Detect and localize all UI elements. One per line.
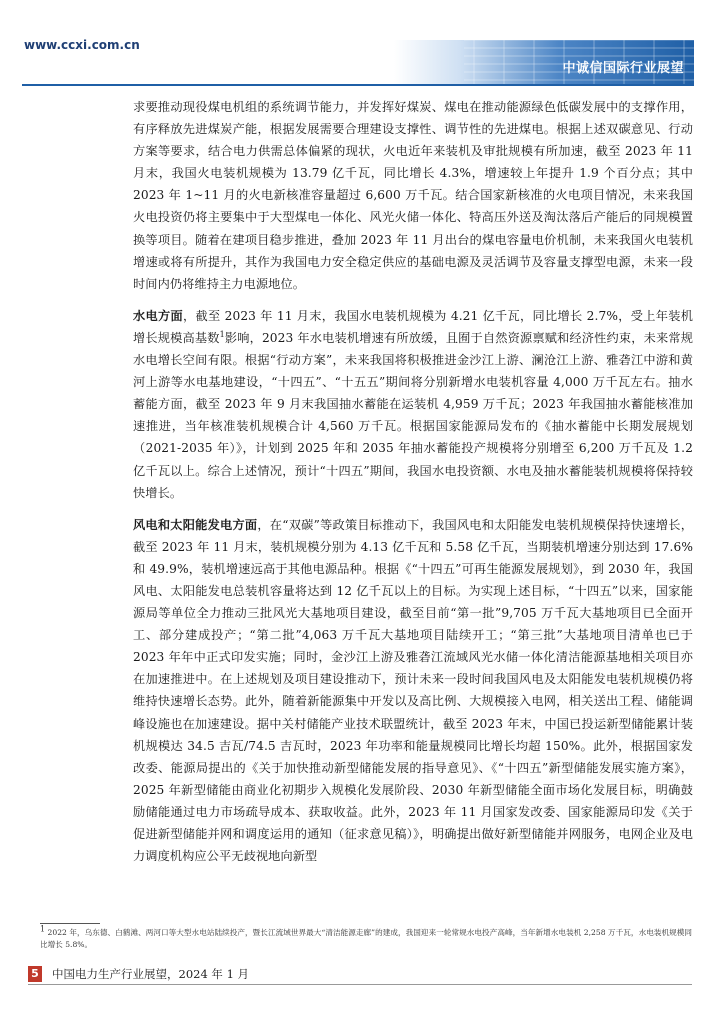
hydropower-heading: 水电方面 — [133, 308, 183, 323]
footnote-divider — [40, 923, 100, 924]
paragraph-wind-solar — [133, 514, 693, 868]
footer-text: 中国电力生产行业展望，2024 年 1 月 — [52, 967, 250, 981]
header-divider — [22, 84, 694, 86]
page-header — [22, 32, 694, 84]
hydropower-text-b: 影响，2023 年水电装机增速有所放缓，且囿于自然资源禀赋和经济性约束，未来常规水电增长空间有限。根据“行动方案”，未来我国将积极推进金沙江上游、澜沧江上游、雅砻江中游和黄河上游等水电基地建设，“十四五”、“十五五”期间将分别新增水电装机容量 4,000 万千瓦左右。抽水蓄能方面，截至 2023 年 9 月末我国抽水蓄能在运装机 4,959 万千瓦；2023 年我国抽水蓄能核准加速推进，当年核准装机规模合计 4,560 万千瓦。根据国家能源局发布的《抽水蓄能中长期发展规划（2021-2035 年）》，计划到 2025 年和 2035 年抽水蓄能投产规模将分别增至 6,200 万千瓦及 1.2 亿千瓦以上。综合上述情况，预计“十四五”期间，我国水电投资额、水电及抽水蓄能装机规模将保持较快增长。 — [133, 330, 694, 500]
paragraph-thermal-power: 求要推动现役煤电机组的系统调节能力，并发挥好煤炭、煤电在推动能源绿色低碳发展中的支撑作用，有序释放先进煤炭产能，根据发展需要合理建设支撑性、调节性的先进煤电。根据上述双碳意见、行动方案等要求，结合电力供需总体偏紧的现状，火电近年来装机及审批规模有所加速，截至 2023 年 11 月末，我国火电装机规模为 13.79 亿千瓦，同比增长 4.3%，增速较上年提升 1.9 个百分点；其中 2023 年 1~11 月的火电新核准容量超过 6,600 万千瓦。结合国家新核准的火电项目情况，未来我国火电投资仍将主要集中于大型煤电一体化、风光火储一体化、特高压外送及淘汰落后产能后的同规模置换等项目。随着在建项目稳步推进，叠加 2023 年 11 月出台的煤电容量电价机制，未来我国火电装机增速或将有所提升，其作为我国电力安全稳定供应的基础电源及灵活调节及容量支撑型电源，未来一段时间内仍将维持主力电源地位。 — [133, 100, 693, 291]
wind-solar-text: ，在“双碳”等政策目标推动下，我国风电和太阳能发电装机规模保持快速增长，截至 2023 年 11 月末，装机规模分别为 4.13 亿千瓦和 5.58 亿千瓦，当期装机增速分别达到 17.6%和 49.9%，装机增速远高于其他电源品种。根据《“十四五”可再生能源发展规划》，到 2030 年，我国风电、太阳能发电总装机容量将达到 12 亿千瓦以上的目标。为实现上述目标，“十四五”以来，国家能源局等单位全力推动三批风光大基地项目建设，截至目前“第一批”9,705 万千瓦大基地项目已全面开工、部分建成投产；“第二批”4,063 万千瓦大基地项目陆续开工；“第三批”大基地项目清单也已于 2023 年年中正式印发实施；同时，金沙江上游及雅砻江流域风光水储一体化清洁能源基地相关项目亦在加速推进中。在上述规划及项目建设推动下，预计未来一段时间我国风电及太阳能发电装机规模仍将维持快速增长态势。此外，随着新能源集中开发以及高比例、大规模接入电网，相关送出工程、储能调峰设施也在加速建设。据中关村储能产业技术联盟统计，截至 2023 年末，中国已投运新型储能累计装机规模达 34.5 吉瓦/74.5 吉瓦时，2023 年功率和能量规模同比增长均超 150%。此外，根据国家发改委、能源局提出的《关于加快推动新型储能发展的指导意见》、《“十四五”新型储能发展实施方案》，2025 年新型储能由商业化初期步入规模化发展阶段、2030 年新型储能全面市场化发展目标，明确鼓励储能通过电力市场疏导成本、获取收益。此外，2023 年 11 月国家发改委、国家能源局印发《关于促进新型储能并网和调度运用的通知（征求意见稿）》，明确提出做好新型储能并网服务，电网企业及电力调度机构应公平无歧视地向新型 — [133, 517, 694, 864]
page-number: 5 — [28, 966, 42, 982]
site-url: www.ccxi.com.cn — [24, 38, 140, 52]
hydropower-text-a: ，截至 2023 年 11 月末，我国水电装机规模为 4.21 亿千瓦，同比增长 2.7%，受上年装机增长规模高基数 — [133, 308, 693, 345]
footer-divider — [28, 984, 692, 985]
header-banner — [394, 40, 694, 84]
wind-solar-heading: 风电和太阳能发电方面 — [133, 517, 258, 532]
article-body — [133, 96, 693, 877]
footnote-text: 2022 年，乌东德、白鹤滩、两河口等大型水电站陆续投产，暨长江流域世界最大“清洁能源走廊”的建成，我国迎来一轮常规水电投产高峰，当年新增水电装机 2,258 万千瓦，水电装机规模同比增长 5.8%。 — [40, 928, 692, 949]
footnote — [40, 924, 692, 951]
footnote-marker: 1 — [40, 924, 46, 934]
paragraph-hydropower — [133, 305, 693, 504]
banner-title: 中诚信国际行业展望 — [562, 61, 684, 76]
footnote-ref[interactable]: 1 — [219, 329, 225, 339]
